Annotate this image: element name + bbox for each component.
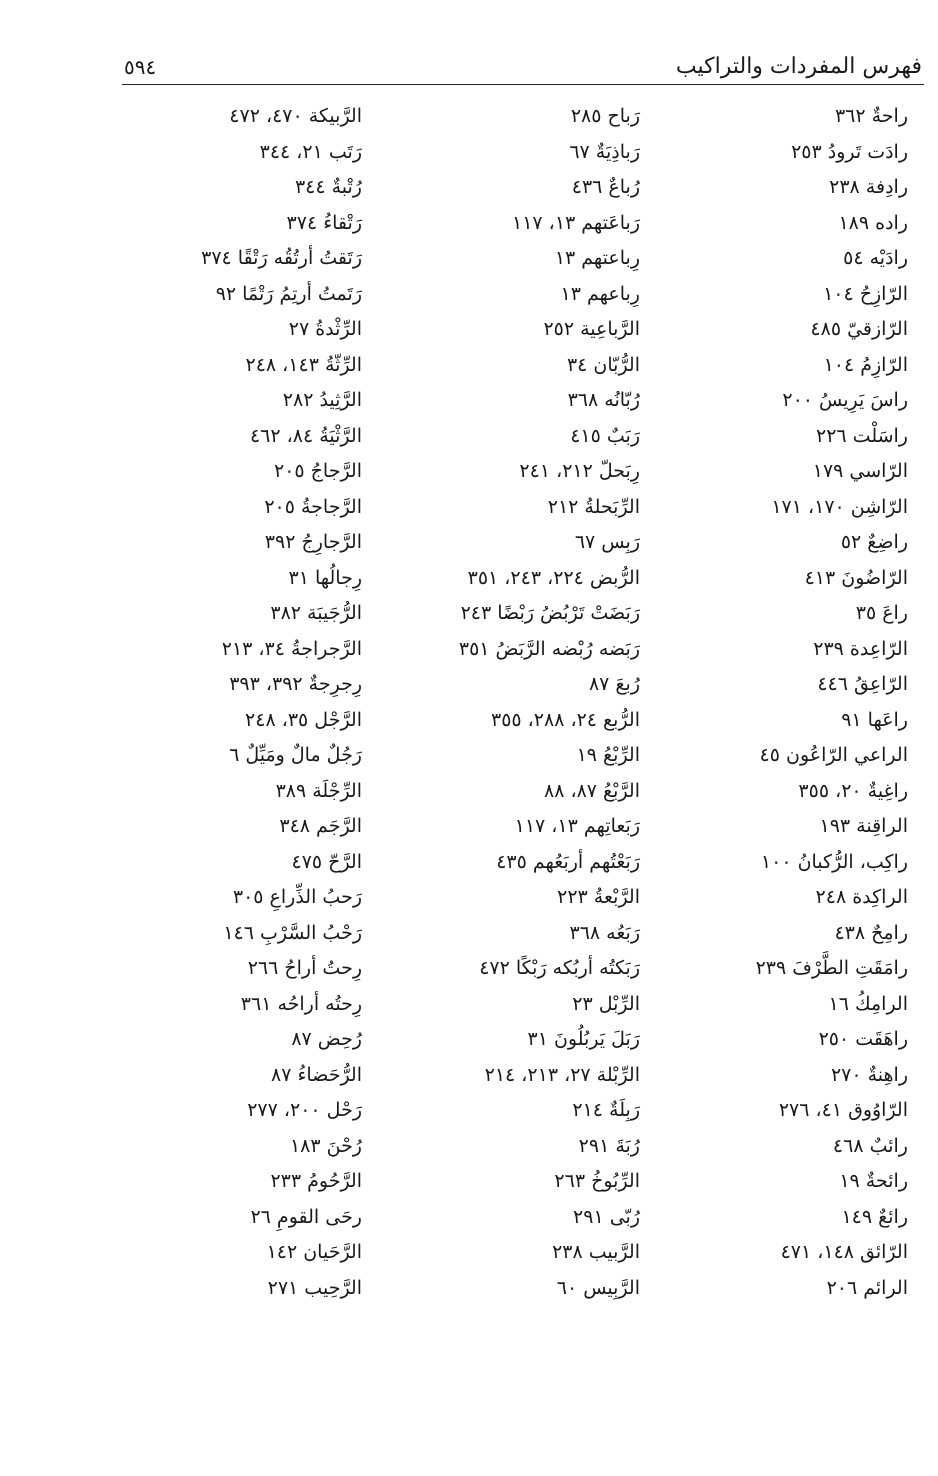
index-entry: الرَّحّ ٤٧٥ (291, 850, 362, 873)
index-entry: رادِفة ٢٣٨ (829, 176, 908, 198)
index-entry: الرّاوُوق ٤١، ٢٧٦ (778, 1099, 908, 1121)
index-entry: راعَها ٩١ (841, 708, 908, 731)
index-entry: راعَ ٣٥ (855, 602, 908, 624)
index-entry: الراعي الرّاعُون ٤٥ (759, 744, 908, 766)
index-entry: راحةٌ ٣٦٢ (834, 105, 908, 127)
index-entry: الرَّثْيَةُ ٨٤، ٤٦٢ (249, 424, 362, 447)
index-entry: رِباعهم ١٣ (560, 282, 640, 305)
index-entry: الرَّثِيدُ ٢٨٢ (282, 389, 362, 411)
index-entry: الرَّبيكة ٤٧٠، ٤٧٢ (229, 105, 362, 127)
index-entry: رُبَةَ ٢٩١ (578, 1134, 640, 1157)
header-rule (122, 84, 924, 85)
index-entry: رِجرِجةٌ ٣٩٢، ٣٩٣ (229, 673, 362, 695)
index-entry: رَبَضه رُبْضه الرَّبَضُ ٣٥١ (458, 637, 640, 660)
index-entry: الرِّثّةُ ١٤٣، ٢٤٨ (245, 353, 362, 376)
index-entry: الرِّبْلة ٢٧، ٢١٣، ٢١٤ (484, 1063, 640, 1086)
index-entry: الرُّبض ٢٢٤، ٢٤٣، ٣٥١ (467, 566, 640, 589)
index-entry: الرَّجاجةُ ٢٠٥ (264, 495, 362, 518)
index-entry: رِباعتهم ١٣ (554, 247, 640, 269)
index-entry: الرِّجْلَة ٣٨٩ (275, 779, 362, 802)
index-entry: راده ١٨٩ (838, 211, 908, 234)
index-column-left (190, 99, 362, 1306)
index-entry: رُباعٌ ٤٣٦ (571, 176, 640, 198)
index-entry: الرُّجَيبَة ٣٨٢ (270, 602, 362, 624)
index-entry: راهَقَت ٢٥٠ (818, 1028, 908, 1050)
index-entry: الرّازقيّ ٤٨٥ (810, 318, 908, 340)
index-entry: الرِّبُوخُ ٢٦٣ (554, 1170, 640, 1192)
index-entry: الراقِنة ١٩٣ (819, 815, 908, 837)
index-entry: الراكِدة ٢٤٨ (815, 886, 908, 908)
index-entry: رامِحٌ ٤٣٨ (834, 921, 908, 944)
page-header (122, 50, 922, 84)
index-entry: الرُّبع ٢٤، ٢٨٨، ٣٥٥ (490, 708, 640, 731)
index-entry: رَتَب ٢١، ٣٤٤ (259, 140, 362, 163)
index-entry: رَباعَتهم ١٣، ١١٧ (512, 211, 640, 234)
index-entry: رامَقَتِ الطَّرْفَ ٢٣٩ (755, 957, 908, 979)
index-entry: الرّازِحُ ١٠٤ (823, 282, 908, 305)
index-entry: الرَّجارِجُ ٣٩٢ (264, 531, 362, 553)
index-entry: رَبِس ٦٧ (574, 531, 640, 553)
index-entry: الرَّبيب ٢٣٨ (552, 1241, 640, 1263)
index-entry: رُبّانُه ٣٦٨ (567, 389, 640, 411)
index-entry: الرَّحِيب ٢٧١ (267, 1276, 362, 1299)
index-entry: رَبَعْتُهم أربَعُهم ٤٣٥ (496, 850, 640, 873)
index-entry: الرَّجْل ٣٥، ٢٤٨ (245, 708, 362, 731)
index-entry: رَجُلٌ مالٌ ومَيِّلٌ ٦ (229, 744, 362, 766)
index-entry: رِحتُه أراحُه ٣٦١ (240, 992, 362, 1015)
index-entry: رَبَعاتِهم ١٣، ١١٧ (514, 815, 640, 837)
index-entry: الرَّجَم ٣٤٨ (279, 815, 362, 837)
index-entry: الرامِكُ ١٦ (828, 992, 908, 1015)
index-entry: الرِّثْدةُ ٢٧ (288, 318, 362, 340)
running-title: فهرس المفردات والتراكيب (675, 54, 922, 79)
index-entry: الرَّباعِية ٢٥٢ (543, 318, 640, 340)
index-entry: الرِّبَحلةُ ٢١٢ (547, 495, 640, 518)
index-entry: رَباذِيَةٌ ٦٧ (569, 140, 640, 163)
index-entry: الرّاضُونَ ٤١٣ (804, 566, 908, 589)
index-entry: رَبَكتُه أربُكه رَبْكًا ٤٧٢ (479, 957, 640, 979)
index-entry: رَتَقتُ أرتُقُه رَتْقًا ٣٧٤ (201, 247, 362, 269)
index-entry: رَبَبٌ ٤١٥ (570, 424, 640, 447)
index-entry: الرائم ٢٠٦ (826, 1276, 908, 1299)
index-entry: رادَيْه ٥٤ (843, 247, 908, 269)
index-entry: راسَلْت ٢٢٦ (816, 424, 908, 447)
index-entry: الرِّبْل ٢٣ (572, 992, 640, 1015)
index-entry: راسَ يَرِيسُ ٢٠٠ (782, 389, 908, 411)
index-entry: رائبٌ ٤٦٨ (832, 1134, 908, 1157)
index-entry: رَباح ٢٨٥ (570, 105, 640, 127)
index-entry: رَبِلَةٌ ٢١٤ (572, 1099, 640, 1121)
index-column-right (730, 99, 908, 1306)
index-entry: رَتَمتُ أرتِمُ رَتْمًا ٩٢ (215, 282, 362, 305)
index-entry: الرّاسي ١٧٩ (812, 460, 908, 482)
index-entry: الرَّحَيان ١٤٢ (266, 1241, 362, 1263)
index-entry: رُبعَ ٨٧ (588, 673, 640, 695)
index-entry: الرَّجراجةُ ٣٤، ٢١٣ (221, 637, 362, 660)
index-entry: الرِّبْعُ ١٩ (576, 744, 640, 766)
index-entry: رحَى القومِ ٢٦ (250, 1205, 362, 1228)
index-entry: الرَّبْعُ ٨٧، ٨٨ (543, 779, 640, 802)
index-entry: راكِب، الرُّكبانُ ١٠٠ (760, 850, 908, 873)
page-number: ٥٩٤ (124, 55, 157, 79)
index-entry: رَحْل ٢٠٠، ٢٧٧ (247, 1099, 362, 1121)
index-entry: رَحْبُ السَّرْبِ ١٤٦ (223, 921, 362, 944)
index-entry: الرّازِمُ ١٠٤ (823, 353, 908, 376)
index-entry: الرّاشِن ١٧٠، ١٧١ (771, 495, 908, 518)
index-entry: راهِنةٌ ٢٧٠ (830, 1063, 908, 1086)
index-entry: رَبَعُه ٣٦٨ (569, 921, 640, 944)
index-entry: رَبَلَ يَربُلُونَ ٣١ (527, 1028, 640, 1050)
index-entry: رائعٌ ١٤٩ (841, 1205, 908, 1228)
index-entry: رادَت تَرودُ ٢٥٣ (791, 140, 908, 163)
index-entry: رُتْبةٌ ٣٤٤ (294, 176, 362, 198)
index-entry: راضِعٌ ٥٢ (840, 531, 908, 553)
index-entry: رِبَحلّ ٢١٢، ٢٤١ (519, 460, 640, 482)
index-entry: الرُّحَضاءُ ٨٧ (271, 1063, 362, 1086)
index-entry: رَتْقاءُ ٣٧٤ (286, 211, 362, 234)
index-entry: الرّاعِقُ ٤٤٦ (817, 673, 908, 695)
index-entry: رَبَضَتْ تَرْبُضُ رَبْضًا ٢٤٣ (460, 602, 640, 624)
index-entry: الرَّجاجُ ٢٠٥ (273, 460, 362, 482)
index-entry: رُحْنَ ١٨٣ (289, 1134, 362, 1157)
index-entry: رُحِض ٨٧ (291, 1028, 362, 1050)
index-entry: رِجالُها ٣١ (288, 566, 362, 589)
index-entry: راغِيةٌ ٢٠، ٣٥٥ (798, 779, 908, 802)
index-entry: رائحةٌ ١٩ (839, 1170, 908, 1192)
index-entry: رَحبُ الذِّراعِ ٣٠٥ (232, 886, 362, 908)
index-entry: الرَّبْعةُ ٢٢٣ (557, 886, 640, 908)
index-entry: رِحتُ أراحُ ٢٦٦ (247, 957, 362, 979)
index-entry: الرُّبّان ٣٤ (566, 353, 640, 376)
index-entry: الرَّحُومُ ٢٣٣ (270, 1170, 362, 1192)
index-entry: الرَّبِيس ٦٠ (556, 1276, 640, 1299)
index-entry: الرّاعِدة ٢٣٩ (813, 637, 908, 660)
index-entry: الرّائق ١٤٨، ٤٧١ (780, 1241, 908, 1263)
index-column-middle (420, 99, 640, 1306)
index-entry: رُبّى ٢٩١ (573, 1205, 640, 1228)
